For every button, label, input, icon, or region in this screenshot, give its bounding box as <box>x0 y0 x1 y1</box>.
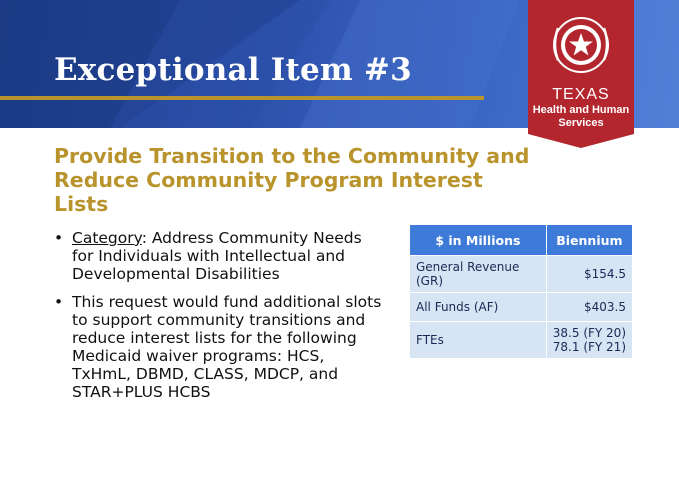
row-label: General Revenue (GR) <box>410 256 547 293</box>
table-row <box>410 322 633 359</box>
category-label: Category <box>72 229 142 247</box>
column-header: Biennium <box>546 225 632 256</box>
column-header: $ in Millions <box>410 225 547 256</box>
table-header-row <box>410 225 633 256</box>
table-row <box>410 256 633 293</box>
row-value: $403.5 <box>546 293 632 322</box>
bullet-category <box>54 229 384 283</box>
row-value: $154.5 <box>546 256 632 293</box>
bullet-list <box>54 229 384 411</box>
section-heading: Provide Transition to the Community and Reduce Community Program Interest Lists <box>54 144 530 216</box>
logo-agency-text: Health and Human Services <box>532 104 630 129</box>
category-text: : Address Community Needs for Individuals with Intellectual and Developmental Disabilities <box>72 229 362 283</box>
fte-fy21: 78.1 (FY 21) <box>552 340 626 354</box>
logo-state-text: TEXAS <box>552 86 610 103</box>
row-value <box>546 322 632 359</box>
funding-table <box>409 224 633 359</box>
title-underline <box>0 96 484 100</box>
request-text: This request would fund additional slots to support community transitions and reduce interest lists for the following Medicaid waiver programs: HCS, TxHmL, DBMD, CLASS, MDCP, and STAR+PLUS HCBS <box>72 293 382 401</box>
row-label: All Funds (AF) <box>410 293 547 322</box>
bullet-request <box>54 293 384 401</box>
row-label: FTEs <box>410 322 547 359</box>
fte-fy20: 38.5 (FY 20) <box>552 326 626 340</box>
table-row <box>410 293 633 322</box>
page-title: Exceptional Item #3 <box>54 52 412 88</box>
